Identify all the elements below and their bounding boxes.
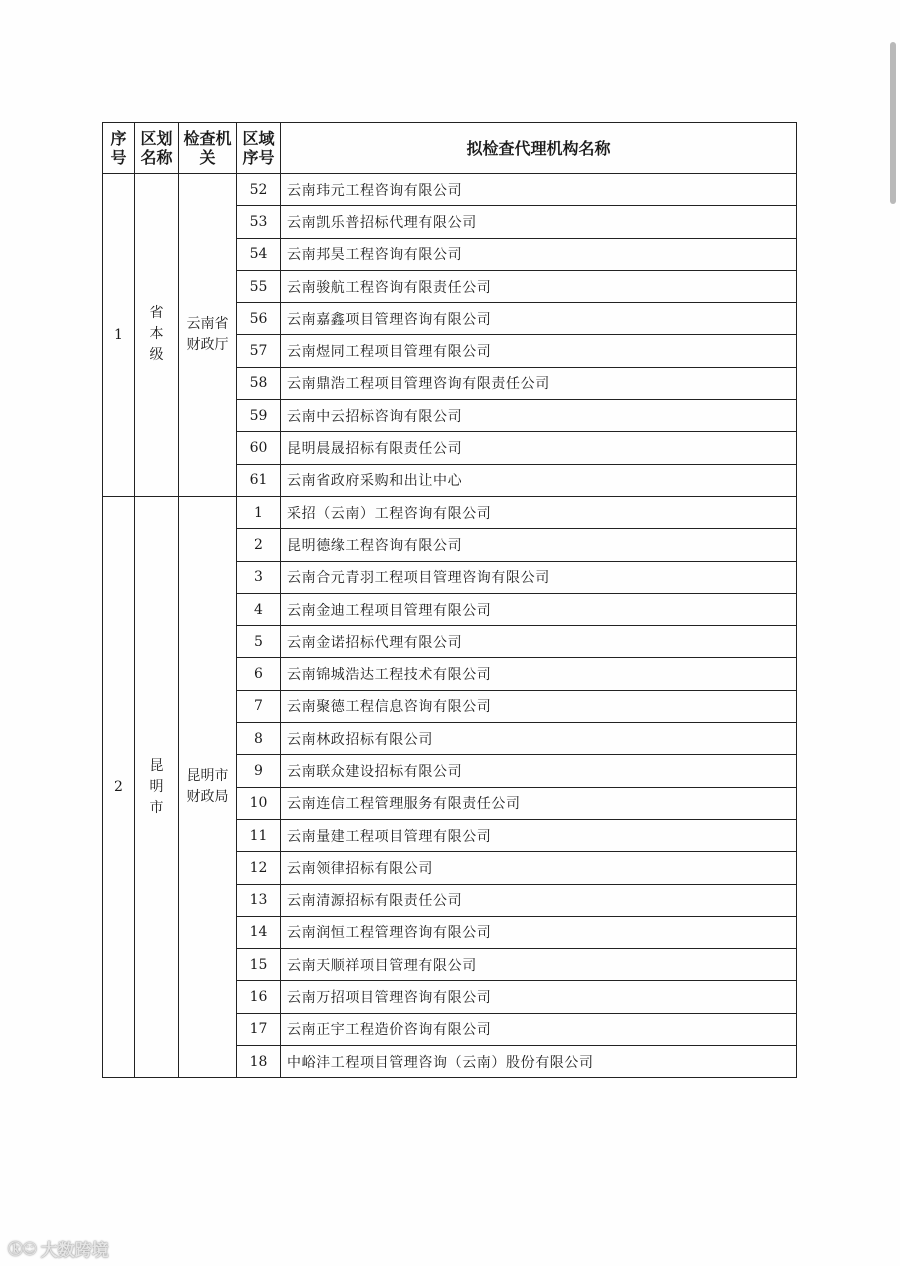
- inspection-agency-name: 昆明市财政局: [186, 768, 229, 806]
- area-seq-cell: 4: [237, 593, 281, 625]
- agency-name-cell: 云南联众建设招标有限公司: [281, 755, 797, 787]
- agency-name-cell: 云南正宇工程造价咨询有限公司: [281, 1013, 797, 1045]
- area-seq-cell: 3: [237, 561, 281, 593]
- watermark-text: 大数跨境: [40, 1241, 109, 1261]
- agency-name-cell: 云南中云招标咨询有限公司: [281, 400, 797, 432]
- area-seq-cell: 14: [237, 916, 281, 948]
- agency-name-cell: 云南林政招标有限公司: [281, 723, 797, 755]
- area-seq-cell: 59: [237, 400, 281, 432]
- agency-name-cell: 云南嘉鑫项目管理咨询有限公司: [281, 303, 797, 335]
- area-seq-cell: 18: [237, 1046, 281, 1078]
- agency-name-cell: 云南清源招标有限责任公司: [281, 884, 797, 916]
- area-seq-cell: 9: [237, 755, 281, 787]
- table-row: [103, 174, 797, 206]
- agency-name-cell: 昆明晨晟招标有限责任公司: [281, 432, 797, 464]
- area-seq-cell: 6: [237, 658, 281, 690]
- header-area-no: 区域序号: [237, 123, 281, 174]
- agency-name-cell: 云南骏航工程咨询有限责任公司: [281, 270, 797, 302]
- area-seq-cell: 54: [237, 238, 281, 270]
- area-seq-cell: 60: [237, 432, 281, 464]
- area-seq-cell: 13: [237, 884, 281, 916]
- header-region: 区划名称: [135, 123, 179, 174]
- agency-name-cell: 云南金迪工程项目管理有限公司: [281, 593, 797, 625]
- agency-name-cell: 云南连信工程管理服务有限责任公司: [281, 787, 797, 819]
- area-seq-cell: 17: [237, 1013, 281, 1045]
- area-seq-cell: 8: [237, 723, 281, 755]
- header-agency-name: 拟检查代理机构名称: [281, 123, 797, 174]
- area-seq-cell: 1: [237, 496, 281, 528]
- agency-name-cell: 云南省政府采购和出让中心: [281, 464, 797, 496]
- area-seq-cell: 2: [237, 529, 281, 561]
- inspection-agency-name: 云南省财政厅: [186, 315, 229, 353]
- agency-inspection-table: [102, 122, 797, 1078]
- agency-name-cell: 昆明德缘工程咨询有限公司: [281, 529, 797, 561]
- header-agency: 检查机关: [179, 123, 237, 174]
- area-seq-cell: 53: [237, 206, 281, 238]
- group-agency-cell: [179, 174, 237, 497]
- area-seq-cell: 7: [237, 690, 281, 722]
- agency-name-cell: 中峪沣工程项目管理咨询（云南）股份有限公司: [281, 1046, 797, 1078]
- agency-name-cell: 云南金诺招标代理有限公司: [281, 626, 797, 658]
- area-seq-cell: 5: [237, 626, 281, 658]
- agency-name-cell: 云南合元青羽工程项目管理咨询有限公司: [281, 561, 797, 593]
- header-seq: 序号: [103, 123, 135, 174]
- region-name: 昆明市: [149, 757, 164, 816]
- area-seq-cell: 52: [237, 174, 281, 206]
- agency-name-cell: 云南玮元工程咨询有限公司: [281, 174, 797, 206]
- table-row: [103, 496, 797, 528]
- watermark-logo-icon: ⓚ☺: [8, 1240, 37, 1258]
- agency-name-cell: 云南润恒工程管理咨询有限公司: [281, 916, 797, 948]
- agency-name-cell: 云南领律招标有限公司: [281, 852, 797, 884]
- area-seq-cell: 15: [237, 949, 281, 981]
- agency-name-cell: 云南邦昊工程咨询有限公司: [281, 238, 797, 270]
- group-seq-cell: 2: [103, 496, 135, 1077]
- agency-name-cell: 云南量建工程项目管理有限公司: [281, 819, 797, 851]
- agency-name-cell: 云南凯乐普招标代理有限公司: [281, 206, 797, 238]
- agency-name-cell: 采招（云南）工程咨询有限公司: [281, 496, 797, 528]
- group-region-cell: [135, 496, 179, 1077]
- agency-name-cell: 云南天顺祥项目管理有限公司: [281, 949, 797, 981]
- area-seq-cell: 57: [237, 335, 281, 367]
- area-seq-cell: 61: [237, 464, 281, 496]
- agency-name-cell: 云南聚德工程信息咨询有限公司: [281, 690, 797, 722]
- area-seq-cell: 58: [237, 367, 281, 399]
- group-seq-cell: 1: [103, 174, 135, 497]
- agency-name-cell: 云南万招项目管理咨询有限公司: [281, 981, 797, 1013]
- scrollbar[interactable]: [890, 42, 896, 204]
- agency-name-cell: 云南煜同工程项目管理有限公司: [281, 335, 797, 367]
- area-seq-cell: 56: [237, 303, 281, 335]
- area-seq-cell: 11: [237, 819, 281, 851]
- agency-name-cell: 云南鼎浩工程项目管理咨询有限责任公司: [281, 367, 797, 399]
- group-agency-cell: [179, 496, 237, 1077]
- area-seq-cell: 16: [237, 981, 281, 1013]
- table-header-row: [103, 123, 797, 174]
- table-body: [103, 174, 797, 1078]
- group-region-cell: [135, 174, 179, 497]
- area-seq-cell: 10: [237, 787, 281, 819]
- area-seq-cell: 12: [237, 852, 281, 884]
- watermark: [8, 1236, 109, 1261]
- region-name: 省本级: [149, 305, 164, 364]
- area-seq-cell: 55: [237, 270, 281, 302]
- agency-name-cell: 云南锦城浩达工程技术有限公司: [281, 658, 797, 690]
